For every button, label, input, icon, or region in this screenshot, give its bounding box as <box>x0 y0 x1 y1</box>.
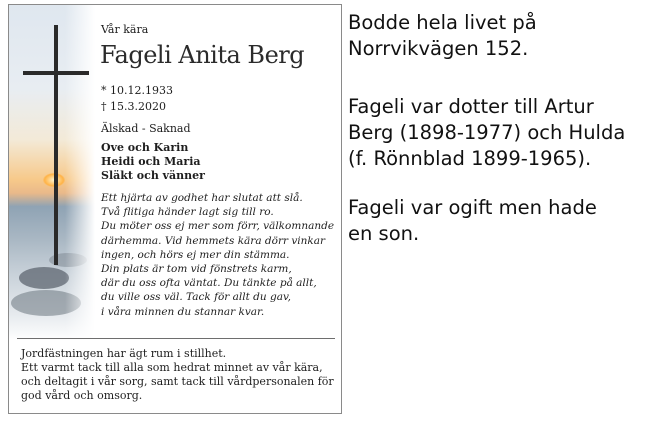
note-line: Bodde hela livet på <box>348 11 537 34</box>
footer-line: och deltagit i vår sorg, samt tack till vårdpersonalen för <box>21 375 334 388</box>
footer-line: god vård och omsorg. <box>21 389 143 402</box>
birth-date: * 10.12.1933 <box>101 84 173 97</box>
note-line: Norrvikvägen 152. <box>348 37 529 60</box>
cross-icon <box>54 25 58 265</box>
poem-line: där du oss ofta väntat. Du tänkte på allt, <box>101 277 317 290</box>
note-line: (f. Rönnblad 1899-1965). <box>348 147 592 170</box>
memorial-poem <box>101 191 334 319</box>
footer-line: Jordfästningen har ägt rum i stillhet. <box>21 347 227 360</box>
poem-line: Din plats är tom vid fönstrets karm, <box>101 263 292 276</box>
mourners-list <box>101 141 205 183</box>
mourner: Ove och Karin <box>101 141 189 154</box>
note-residence <box>348 10 658 62</box>
seascape-image <box>9 5 95 341</box>
mourner: Släkt och vänner <box>101 169 205 182</box>
image-fade <box>65 5 95 341</box>
death-date: † 15.3.2020 <box>101 100 166 113</box>
tagline: Älskad - Saknad <box>101 122 191 135</box>
rock <box>19 267 69 289</box>
poem-line: Du möter oss ej mer som förr, välkomnande <box>101 220 335 233</box>
intro-text: Vår kära <box>101 23 149 36</box>
poem-line: Två flitiga händer lagt sig till ro. <box>101 206 274 219</box>
mourner: Heidi och Maria <box>101 155 201 168</box>
funeral-notice-text <box>21 347 334 403</box>
poem-line: Ett hjärta av godhet har slutat att slå. <box>101 192 303 204</box>
note-line: Berg (1898-1977) och Hulda <box>348 121 626 144</box>
note-line: en son. <box>348 222 420 245</box>
cross-icon-bar <box>23 71 89 75</box>
divider <box>17 338 335 339</box>
note-line: Fageli var dotter till Artur <box>348 95 594 118</box>
obituary-notice <box>8 4 342 414</box>
deceased-name: Fageli Anita Berg <box>100 41 305 69</box>
note-line: Fageli var ogift men hade <box>348 196 597 219</box>
footer-line: Ett varmt tack till alla som hedrat minnet av vår kära, <box>21 361 323 374</box>
poem-line: du ville oss väl. Tack för allt du gav, <box>101 291 291 304</box>
poem-line: ingen, och hörs ej mer din stämma. <box>101 248 290 261</box>
note-family <box>348 195 658 247</box>
poem-line: därhemma. Vid hemmets kära dörr vinkar <box>101 234 326 247</box>
poem-line: i våra minnen du stannar kvar. <box>101 305 265 318</box>
note-parents <box>348 94 658 172</box>
